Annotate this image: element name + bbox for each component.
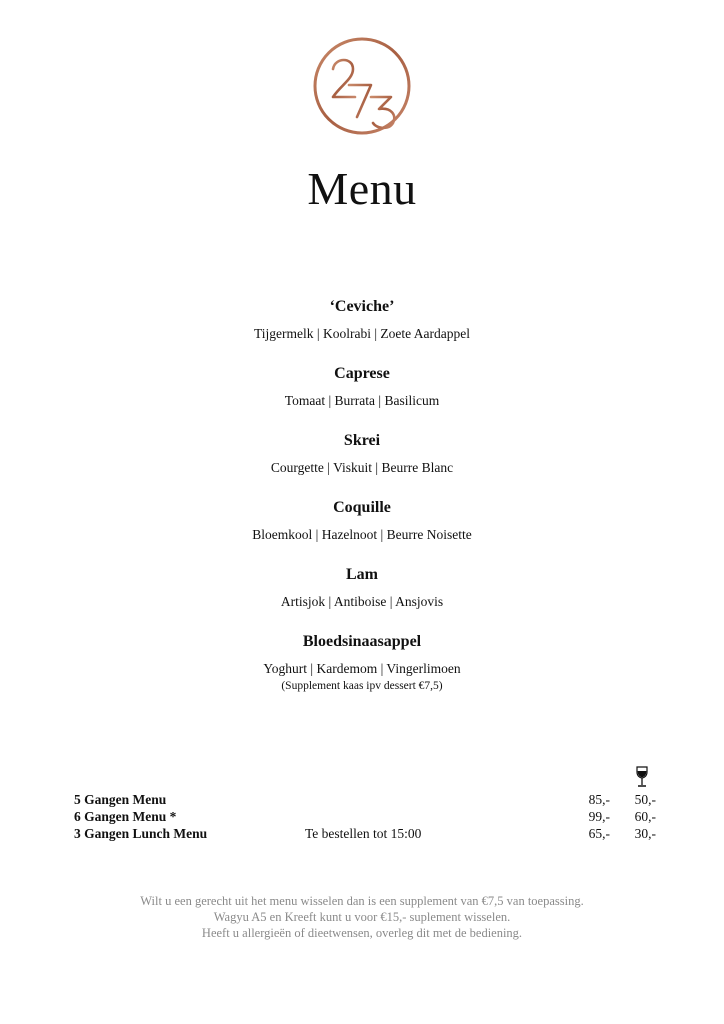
footer-line: Wilt u een gerecht uit het menu wisselen dan is een supplement van €7,5 van toepassing.	[140, 894, 584, 908]
wine-pairing-price: 50,-	[634, 792, 656, 807]
price-row	[74, 825, 664, 842]
course-description: Bloemkool | Hazelnoot | Beurre Noisette	[252, 527, 472, 542]
course-description: Tijgermelk | Koolrabi | Zoete Aardappel	[254, 326, 470, 341]
course-supplement-note: (Supplement kaas ipv dessert €7,5)	[281, 680, 443, 692]
course-item	[0, 363, 724, 430]
course-name: Caprese	[334, 365, 390, 382]
menu-option-name: 5 Gangen Menu	[74, 792, 167, 807]
course-list	[0, 296, 724, 698]
course-description: Courgette | Viskuit | Beurre Blanc	[270, 460, 454, 475]
course-item	[0, 497, 724, 564]
course-item	[0, 296, 724, 363]
logo-273-icon	[311, 35, 413, 137]
price-row	[74, 791, 664, 808]
menu-price: 65,-	[588, 826, 610, 841]
course-item	[0, 631, 724, 698]
menu-option-name: 3 Gangen Lunch Menu	[74, 826, 208, 841]
menu-option-name: 6 Gangen Menu *	[74, 809, 177, 824]
footer-notes	[0, 893, 724, 941]
course-item	[0, 564, 724, 631]
wine-glass-icon	[633, 766, 651, 788]
course-item	[0, 430, 724, 497]
course-name: ‘Ceviche’	[329, 298, 395, 315]
menu-option-note: Te bestellen tot 15:00	[305, 826, 422, 841]
course-name: Lam	[346, 566, 378, 583]
wine-pairing-price: 60,-	[634, 809, 656, 824]
menu-price: 85,-	[588, 792, 610, 807]
course-description: Tomaat | Burrata | Basilicum	[284, 393, 440, 408]
course-name: Skrei	[343, 432, 381, 449]
course-description: Artisjok | Antiboise | Ansjovis	[280, 594, 444, 609]
course-description: Yoghurt | Kardemom | Vingerlimoen	[263, 661, 461, 676]
footer-line: Heeft u allergieën of dieetwensen, overleg dit met de bediening.	[201, 926, 523, 940]
footer-line: Wagyu A5 en Kreeft kunt u voor €15,- suplement wisselen.	[213, 910, 511, 924]
menu-title: Menu	[307, 163, 417, 214]
course-name: Bloedsinaasappel	[302, 633, 422, 650]
restaurant-logo	[311, 35, 413, 137]
wine-pairing-price: 30,-	[634, 826, 656, 841]
menu-price: 99,-	[588, 809, 610, 824]
course-name: Coquille	[333, 499, 391, 516]
price-row	[74, 808, 664, 825]
price-table	[74, 791, 664, 842]
